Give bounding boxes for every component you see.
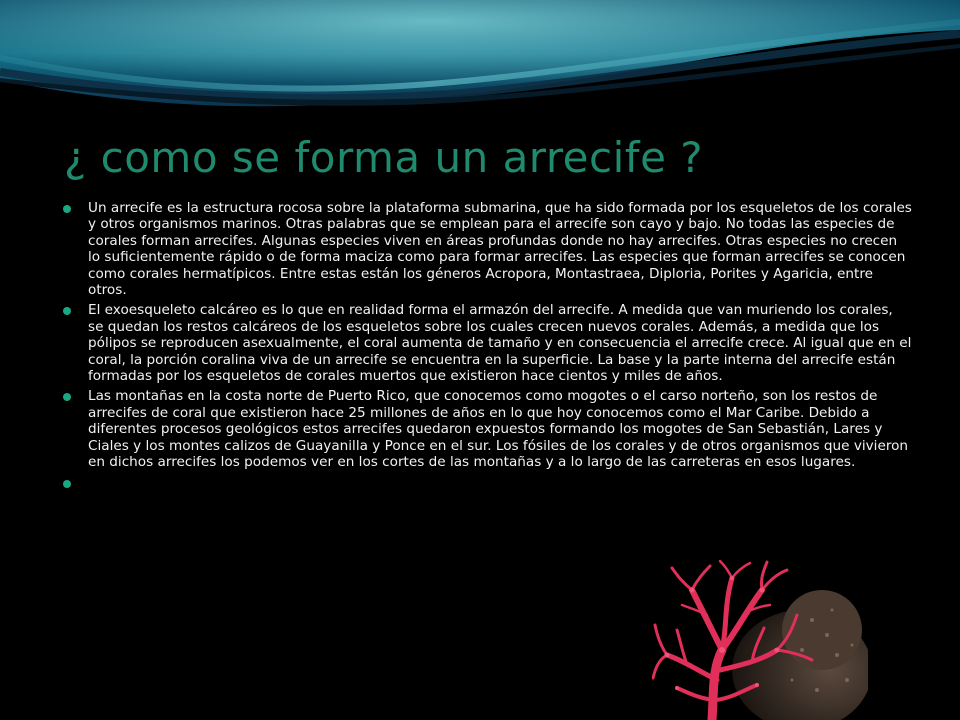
bullet-icon: [63, 480, 71, 488]
bullet-item-empty: [62, 475, 912, 493]
bullet-text: El exoesqueleto calcáreo es lo que en realidad forma el armazón del arrecife. A medida que van muriendo los corales, se quedan los restos calcáreos de los esqueletos sobre los cuales crecen nuevos corales. Además, a medida que los pólipos se reproducen asexualmente, el coral aumenta de tamaño y en consecuencia el arrecife crece. Al igual que en el coral, la porción coralina viva de un arrecife se encuentra en la superficie. La base y la parte interna del arrecife están formadas por los esqueletos de corales muertos que existieron hace cientos y miles de años.: [88, 302, 912, 385]
bullet-icon: [63, 393, 71, 401]
bullet-item: [62, 388, 912, 470]
bullet-list: [62, 200, 912, 497]
ocean-wave-decoration: [0, 0, 960, 110]
slide-title: ¿ como se forma un arrecife ?: [64, 133, 704, 182]
bullet-text: Las montañas en la costa norte de Puerto Rico, que conocemos como mogotes o el carso norteño, son los restos de arrecifes de coral que existieron hace 25 millones de años en lo que hoy conocemos como el Mar Caribe. Debido a diferentes procesos geológicos estos arrecifes quedaron expuestos formando los mogotes de San Sebastián, Lares y Ciales y los montes calizos de Guayanilla y Ponce en el sur. Los fósiles de los corales y de otros organismos que vivieron en dichos arrecifes los podemos ver en los cortes de las montañas y a lo largo de las carreteras en esos lugares.: [88, 388, 909, 471]
bullet-icon: [63, 205, 71, 213]
bullet-item: [62, 200, 912, 298]
bullet-item: [62, 302, 912, 384]
bullet-text: Un arrecife es la estructura rocosa sobre la plataforma submarina, que ha sido formada por los esqueletos de los corales y otros organismos marinos. Otras palabras que se emplean para el arrecife son cayo y bajo. No todas las especies de corales forman arrecifes. Algunas especies viven en áreas profundas donde no hay arrecifes. Otras especies no crecen lo suficientemente rápido o de forma maciza como para formar arrecifes. Las especies que forman arrecifes se conocen como corales hermatípicos. Entre estas están los géneros Acropora, Montastraea, Diploria, Porites y Agaricia, entre otros.: [88, 200, 912, 299]
bullet-icon: [63, 307, 71, 315]
red-coral-photo: [652, 560, 868, 720]
